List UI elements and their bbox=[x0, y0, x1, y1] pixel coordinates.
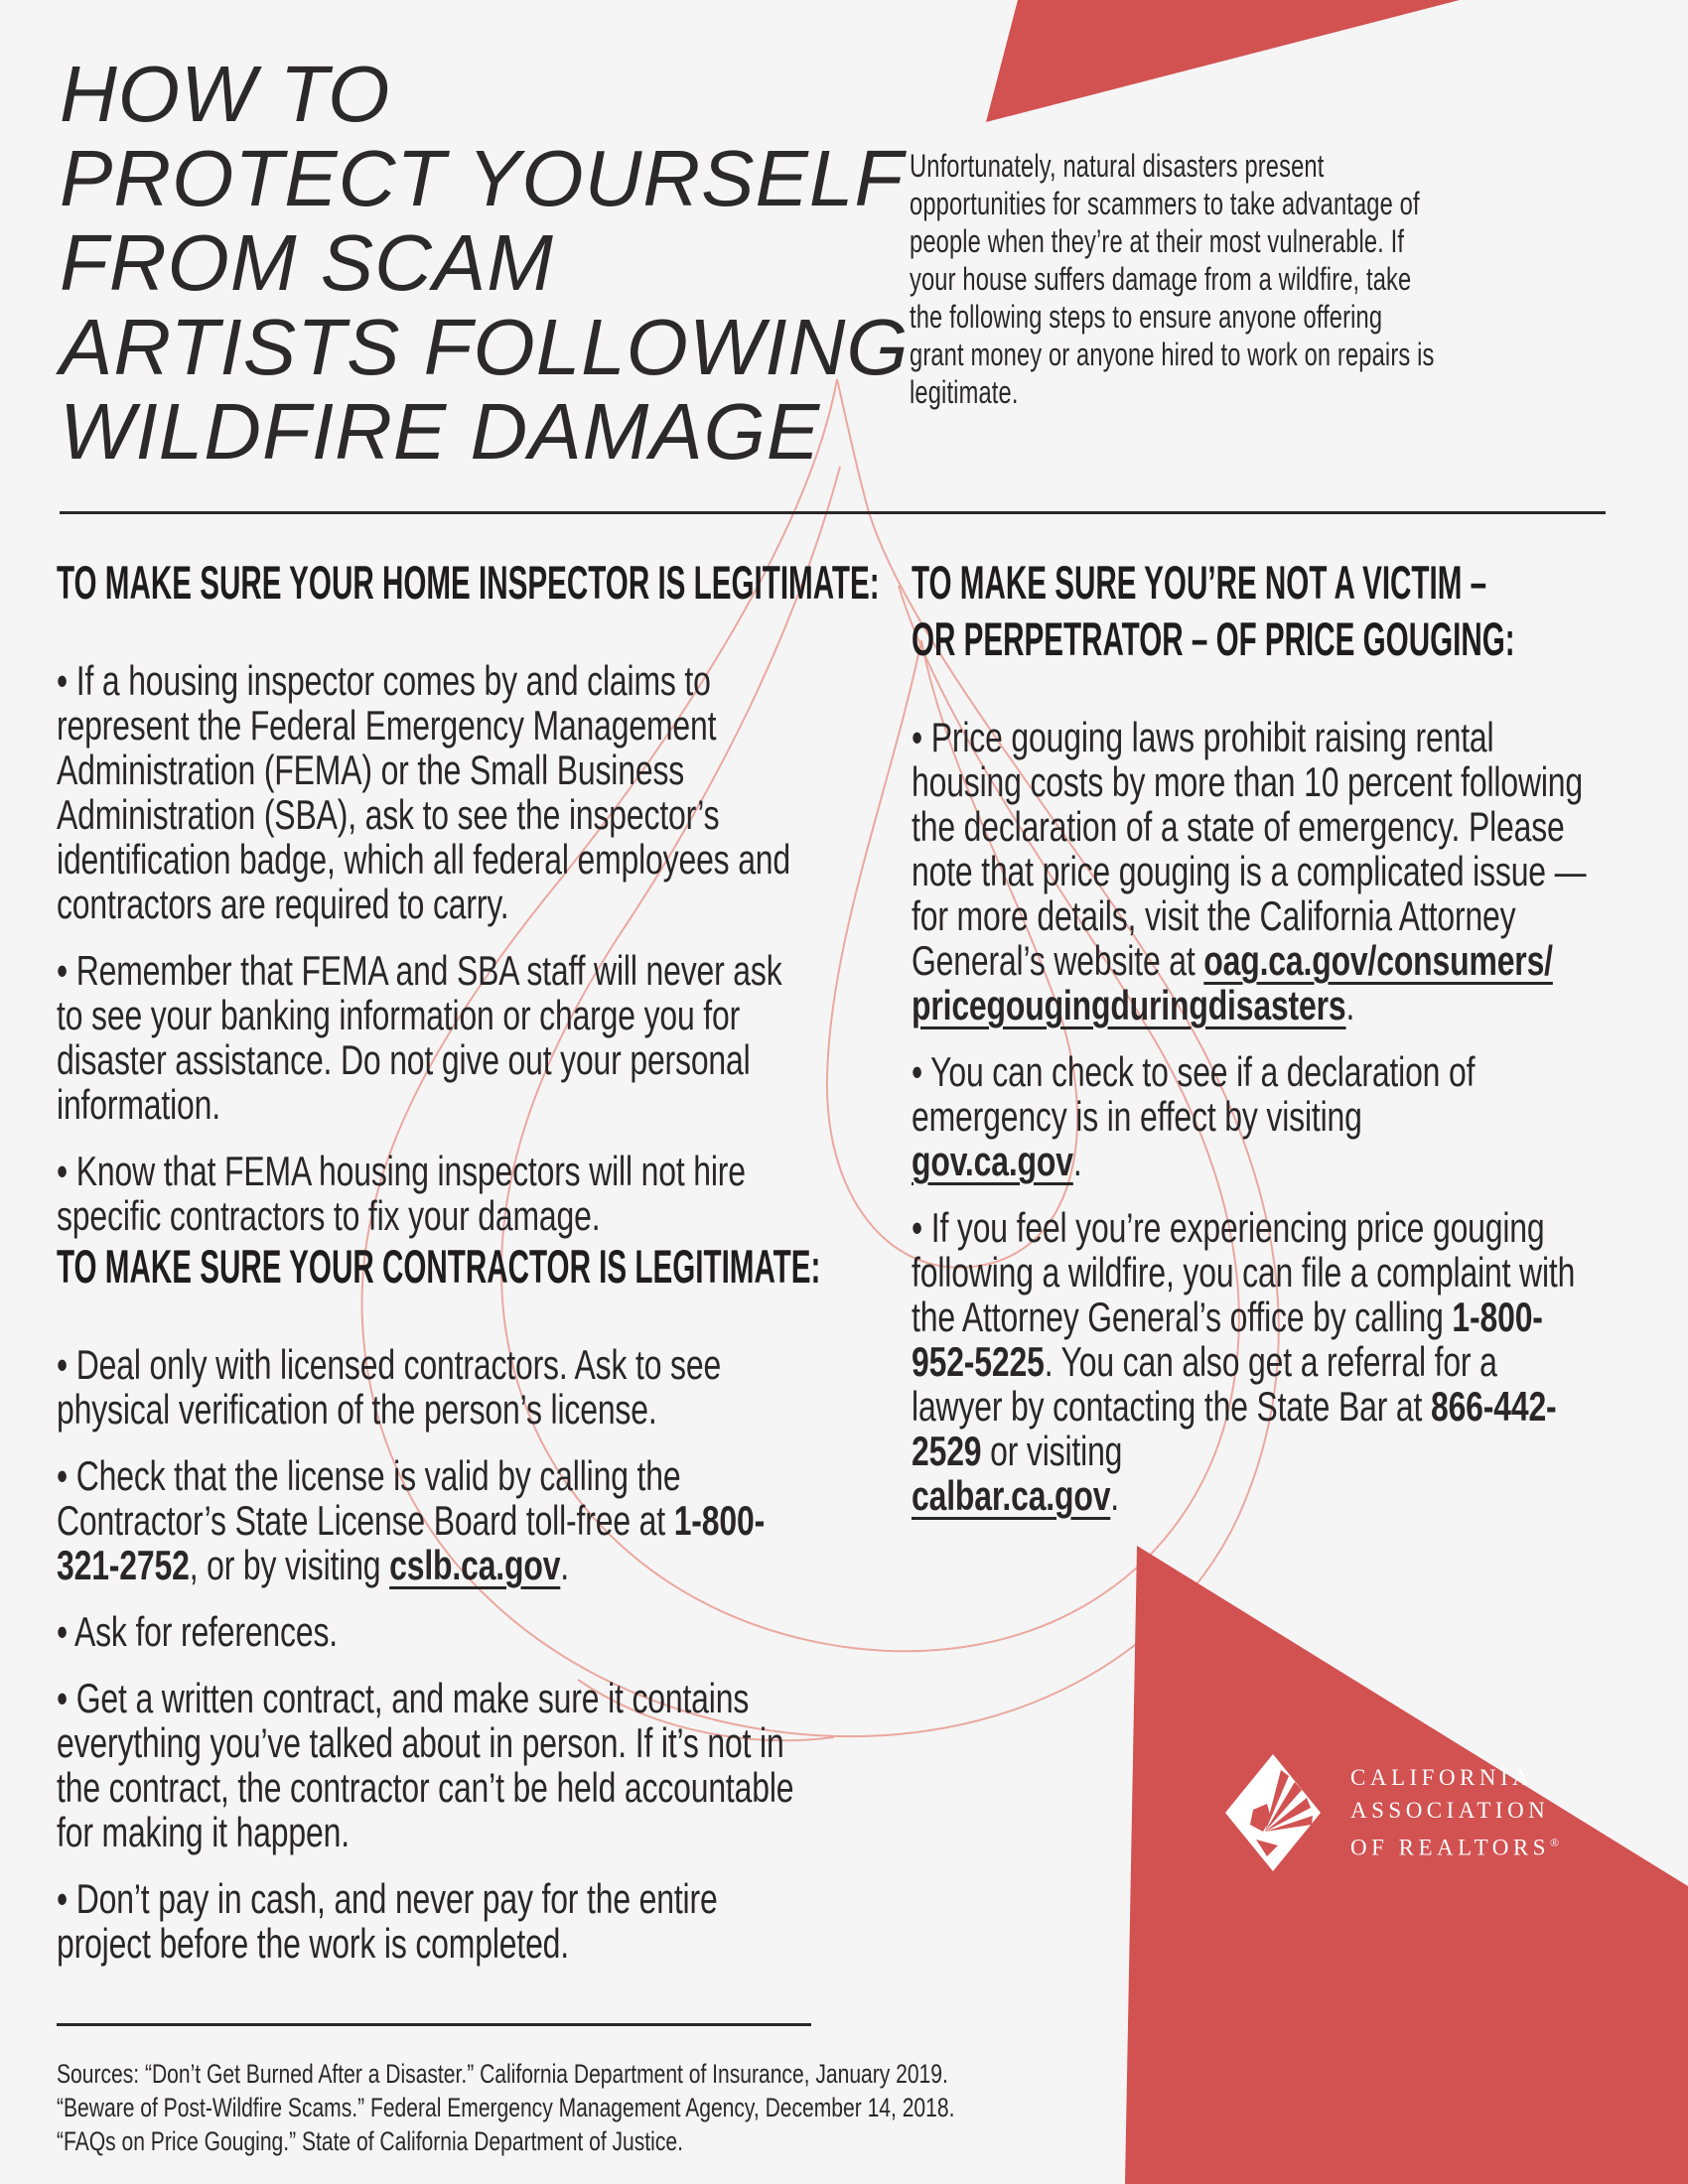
sources-divider bbox=[57, 2023, 811, 2026]
bullet-item bbox=[57, 1876, 811, 1966]
text-line: FROM SCAM bbox=[60, 218, 554, 307]
text-segment: • If you feel you’re experiencing price gouging following a wildfire, you can file a complaint with the Attorney General’s office by calling bbox=[912, 1204, 1576, 1340]
text-segment: • Ask for references. bbox=[57, 1608, 338, 1655]
text-segment: • Check that the license is valid by calling the Contractor’s State License Board toll-free at bbox=[57, 1452, 681, 1544]
text-segment: 1-800-321-2752 bbox=[57, 1497, 766, 1588]
price-gouging-bullet-list bbox=[912, 715, 1591, 1518]
home-inspector-bullet-list bbox=[57, 658, 811, 1238]
link-text: calbar.ca.gov bbox=[912, 1472, 1111, 1519]
text-segment: . bbox=[1110, 1472, 1120, 1519]
text-line: “Beware of Post-Wildfire Scams.” Federal Emergency Management Agency, December 14, 2018. bbox=[57, 2093, 955, 2122]
intro-paragraph: Unfortunately, natural disasters present opportunities for scammers to take advantage of people when they’re at their most vulnerable. If your house suffers damage from a wildfire, take the following steps to ensure anyone offering grant money or anyone hired to work on repairs is legitimate. bbox=[910, 148, 1435, 410]
bullet-item bbox=[912, 1049, 1591, 1183]
text-segment: . bbox=[1345, 982, 1355, 1028]
text-segment: . You can also get a referral for a lawyer by contacting the State Bar at bbox=[912, 1338, 1497, 1430]
section-home-inspector bbox=[57, 554, 880, 1239]
text-line: TO MAKE SURE YOU’RE NOT A VICTIM – bbox=[912, 556, 1487, 609]
text-segment: 866-442-2529 bbox=[912, 1383, 1557, 1474]
logo-text-line2: ASSOCIATION bbox=[1350, 1798, 1550, 1824]
car-logo bbox=[1223, 1752, 1559, 1873]
bullet-item bbox=[57, 948, 811, 1127]
price-gouging-heading bbox=[912, 554, 1515, 667]
bullet-item bbox=[57, 1149, 811, 1238]
link-text: gov.ca.gov bbox=[912, 1138, 1073, 1184]
text-segment: • Remember that FEMA and SBA staff will never ask to see your banking information or charge you for disaster assistance. Do not give out your personal information. bbox=[57, 947, 782, 1128]
page-title bbox=[60, 52, 910, 474]
car-logo-text bbox=[1350, 1761, 1559, 1864]
text-segment: • Price gouging laws prohibit raising rental housing costs by more than 10 percent following the declaration of a state of emergency. Please note that price gouging is a complicated issue — for more details, visit the California Attorney General’s website at bbox=[912, 714, 1587, 984]
bullet-item bbox=[57, 1676, 811, 1854]
logo-text-line1: CALIFORNIA bbox=[1350, 1765, 1534, 1791]
text-segment: • If a housing inspector comes by and claims to represent the Federal Emergency Management Administration (FEMA) or the Small Business Administration (SBA), ask to see the inspector’s identification badge, which all federal employees and contractors are required to carry. bbox=[57, 657, 791, 927]
header-divider bbox=[60, 511, 1606, 514]
left-column bbox=[57, 554, 880, 1967]
bullet-item bbox=[57, 1609, 811, 1654]
link-text: cslb.ca.gov bbox=[389, 1542, 561, 1588]
section-price-gouging bbox=[912, 554, 1688, 1518]
sources-note bbox=[57, 2057, 1063, 2158]
text-line: “FAQs on Price Gouging.” State of California Department of Justice. bbox=[57, 2126, 683, 2156]
text-segment: • Get a written contract, and make sure it contains everything you’ve talked about in person. If it’s not in the contract, the contractor can’t be held accountable for making it happen. bbox=[57, 1675, 794, 1855]
text-line: WILDFIRE DAMAGE bbox=[60, 387, 821, 476]
text-segment: • Know that FEMA housing inspectors will not hire specific contractors to fix your damage. bbox=[57, 1148, 746, 1239]
bullet-item bbox=[912, 1205, 1591, 1518]
bullet-item bbox=[57, 1453, 811, 1587]
text-line: TO MAKE SURE YOUR CONTRACTOR IS LEGITIMATE: bbox=[57, 1240, 821, 1293]
section-contractor bbox=[57, 1238, 861, 1966]
text-line: Sources: “Don’t Get Burned After a Disaster.” California Department of Insurance, January 2019. bbox=[57, 2059, 948, 2089]
text-segment: • Deal only with licensed contractors. Ask to see physical verification of the person’s license. bbox=[57, 1341, 722, 1433]
text-segment: or visiting bbox=[981, 1428, 1123, 1474]
link-text: pricegougingduringdisasters bbox=[912, 982, 1346, 1028]
bullet-item bbox=[57, 658, 811, 926]
registered-mark: ® bbox=[1549, 1836, 1560, 1850]
bullet-item bbox=[912, 715, 1591, 1027]
text-segment: • Don’t pay in cash, and never pay for the entire project before the work is completed. bbox=[57, 1875, 718, 1967]
logo-text-line3 bbox=[1350, 1827, 1559, 1864]
logo-text-line3-label: OF REALTORS bbox=[1350, 1835, 1550, 1860]
text-segment: . bbox=[1072, 1138, 1082, 1184]
contractor-heading bbox=[57, 1238, 821, 1295]
text-segment: , or by visiting bbox=[189, 1542, 390, 1588]
car-diamond-icon bbox=[1223, 1752, 1323, 1873]
text-segment: . bbox=[560, 1542, 570, 1588]
top-red-triangle bbox=[986, 0, 1460, 122]
text-line: ARTISTS FOLLOWING bbox=[60, 303, 910, 391]
text-line: TO MAKE SURE YOUR HOME INSPECTOR IS LEGITIMATE: bbox=[57, 556, 880, 609]
text-line: HOW TO bbox=[60, 50, 391, 138]
home-inspector-heading bbox=[57, 554, 880, 611]
text-line: PROTECT YOURSELF bbox=[60, 134, 905, 222]
text-line: OR PERPETRATOR – OF PRICE GOUGING: bbox=[912, 613, 1515, 665]
bullet-item bbox=[57, 1342, 811, 1432]
link-text: oag.ca.gov/consumers/ bbox=[1203, 937, 1553, 984]
text-segment: • You can check to see if a declaration of emergency is in effect by visiting bbox=[912, 1048, 1476, 1140]
contractor-bullet-list bbox=[57, 1342, 811, 1966]
text-segment: 1-800-952-5225 bbox=[912, 1294, 1543, 1385]
